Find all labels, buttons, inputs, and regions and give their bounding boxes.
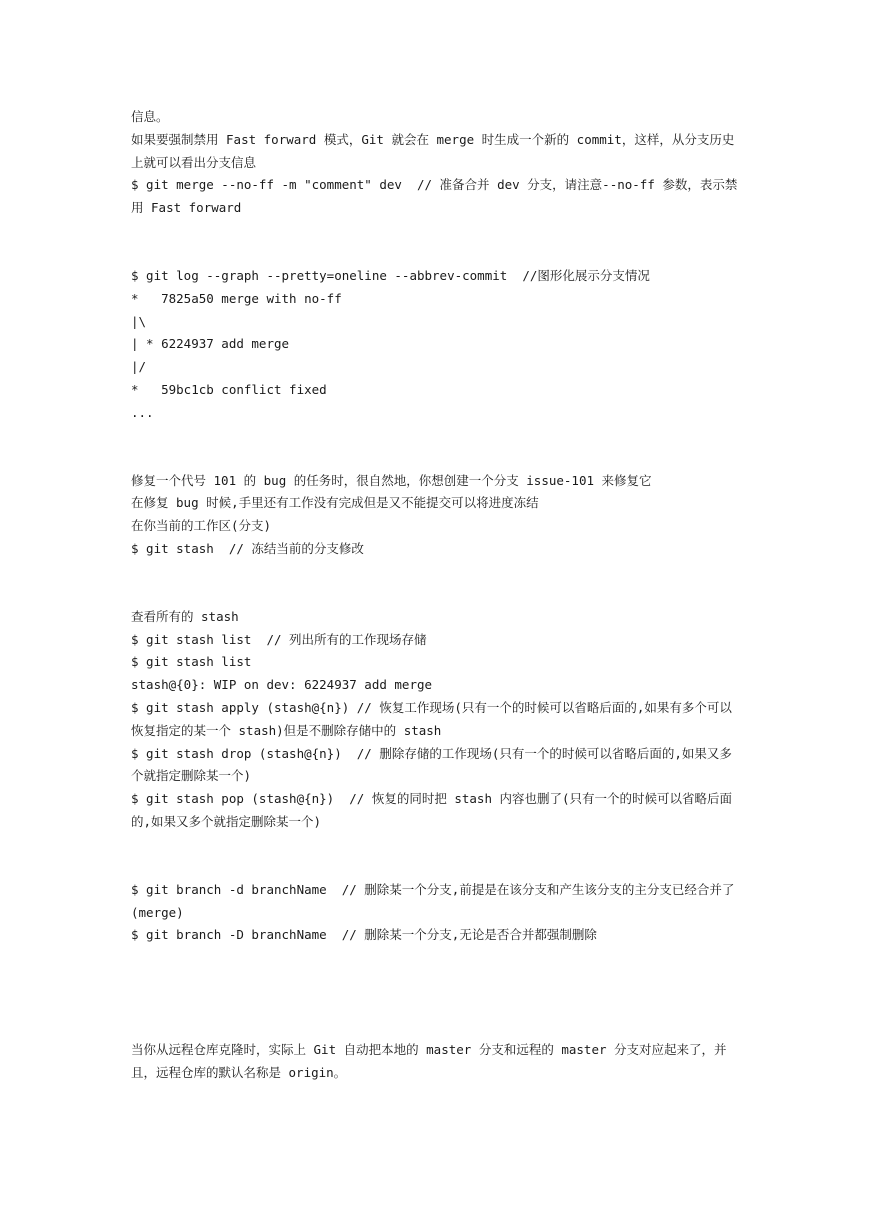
- code-line: $ git branch -d branchName // 删除某一个分支,前提是在该分支和产生该分支的主分支已经合并了(merge): [131, 881, 735, 920]
- text-line: 如果要强制禁用 Fast forward 模式，Git 就会在 merge 时生成一个新的 commit，这样，从分支历史上就可以看出分支信息: [131, 131, 735, 170]
- code-line: |\: [131, 313, 147, 329]
- code-line: $ git stash pop (stash@{n}) // 恢复的同时把 stash 内容也删了(只有一个的时候可以省略后面的,如果又多个就指定删除某一个): [131, 791, 733, 829]
- text-line: 查看所有的 stash: [131, 608, 239, 624]
- code-line: $ git merge --no-ff -m "comment" dev // 准备合并 dev 分支，请注意--no-ff 参数，表示禁用 Fast forward: [131, 177, 738, 216]
- code-line: |/: [131, 359, 147, 375]
- text-line: 信息。: [131, 109, 169, 124]
- code-line: $ git branch -D branchName // 删除某一个分支,无论是否合并都强制删除: [131, 927, 597, 943]
- document-page: [131, 106, 741, 1085]
- text-line: 修复一个代号 101 的 bug 的任务时，很自然地，你想创建一个分支 issue-101 来修复它: [131, 472, 652, 488]
- text-line: 当你从远程仓库克隆时，实际上 Git 自动把本地的 master 分支和远程的 master 分支对应起来了，并且，远程仓库的默认名称是 origin。: [131, 1042, 727, 1080]
- code-line: $ git stash list: [131, 654, 252, 670]
- code-line: $ git stash apply (stash@{n}) // 恢复工作现场(只有一个的时候可以省略后面的,如果有多个可以恢复指定的某一个 stash)但是不删除存储中的 stash: [131, 699, 732, 738]
- code-line: * 59bc1cb conflict fixed: [131, 381, 327, 397]
- code-line: $ git stash list // 列出所有的工作现场存储: [131, 631, 427, 647]
- code-line: * 7825a50 merge with no-ff: [131, 290, 342, 306]
- code-line: $ git stash drop (stash@{n}) // 删除存储的工作现场(只有一个的时候可以省略后面的,如果又多个就指定删除某一个): [131, 745, 732, 784]
- code-line: $ git stash // 冻结当前的分支修改: [131, 540, 364, 556]
- code-line: stash@{0}: WIP on dev: 6224937 add merge: [131, 677, 433, 693]
- code-line: ...: [131, 404, 154, 420]
- text-line: 在修复 bug 时候,手里还有工作没有完成但是又不能提交可以将进度冻结: [131, 495, 539, 511]
- text-line: 在你当前的工作区(分支): [131, 518, 272, 534]
- code-line: | * 6224937 add merge: [131, 336, 290, 352]
- code-line: $ git log --graph --pretty=oneline --abbrev-commit //图形化展示分支情况: [131, 267, 650, 283]
